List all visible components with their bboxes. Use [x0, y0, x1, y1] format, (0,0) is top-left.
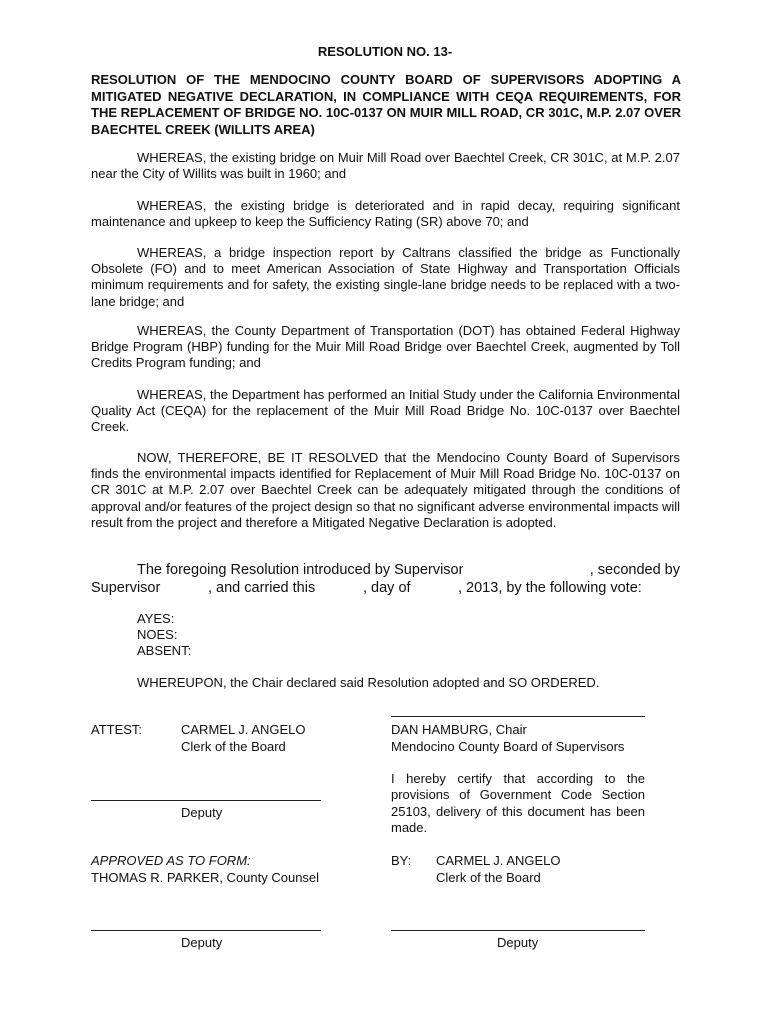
by-label: BY: — [391, 853, 412, 868]
counsel-deputy-label: Deputy — [181, 935, 223, 950]
certification-text: I hereby certify that according to the provisions of Government Code Section 25103, delivery of this document has been made. — [391, 771, 645, 836]
whereupon-statement: WHEREUPON, the Chair declared said Resolution adopted and SO ORDERED. — [137, 675, 600, 690]
approved-as-to-form: APPROVED AS TO FORM: — [91, 853, 251, 868]
whereas-text: WHEREAS, the Department has performed an Initial Study under the California Environmental Quality Act (CEQA) for the replacement of the Muir Mill Road Bridge No. 10C-0137 over Baechtel Creek. — [91, 387, 680, 435]
whereas-paragraph — [91, 245, 680, 310]
chair-signature-line — [391, 716, 645, 717]
chair-name: DAN HAMBURG, Chair — [391, 722, 527, 737]
deputy-signature-line — [91, 800, 321, 801]
clerk-deputy-signature-line — [391, 930, 645, 931]
clerk-deputy-label: Deputy — [497, 935, 539, 950]
foregoing-vote-statement — [91, 561, 680, 597]
by-clerk-name: CARMEL J. ANGELO — [436, 853, 561, 868]
whereas-text: WHEREAS, the existing bridge on Muir Mill Road over Baechtel Creek, CR 301C, at M.P. 2.07 near the City of Willits was built in 1960; and — [91, 150, 680, 182]
foregoing-part3: Supervisor — [91, 580, 161, 596]
whereas-text: WHEREAS, the existing bridge is deteriorated and in rapid decay, requiring significant maintenance and upkeep to keep the Sufficiency Rating (SR) above 70; and — [91, 198, 680, 230]
vote-tally — [137, 611, 191, 660]
clerk-name: CARMEL J. ANGELO — [181, 722, 306, 737]
deputy-label: Deputy — [181, 805, 223, 820]
foregoing-part1: The foregoing Resolution introduced by Supervisor — [137, 562, 464, 578]
counsel-deputy-signature-line — [91, 930, 321, 931]
whereas-paragraph — [91, 323, 680, 372]
absent-label: ABSENT: — [137, 643, 192, 659]
foregoing-part5: , day of — [363, 580, 411, 596]
foregoing-part4: , and carried this — [208, 580, 316, 596]
foregoing-part2: , seconded by — [589, 562, 680, 578]
whereas-text: WHEREAS, a bridge inspection report by Caltrans classified the bridge as Functionally Obsolete (FO) and to meet American Association of State Highway and Transportation Officials minimum requirements and for safety, the existing single-lane bridge needs to be replaced with a two-lane bridge; and — [91, 245, 680, 309]
noes-label: NOES: — [137, 627, 178, 643]
ayes-label: AYES: — [137, 611, 175, 626]
foregoing-part6: , 2013, by the following vote: — [458, 580, 642, 596]
clerk-title: Clerk of the Board — [181, 739, 286, 754]
chair-title: Mendocino County Board of Supervisors — [391, 739, 625, 754]
resolution-title: RESOLUTION OF THE MENDOCINO COUNTY BOARD OF SUPERVISORS ADOPTING A MITIGATED NEGATIVE DECLARATION, IN COMPLIANCE WITH CEQA REQUIREMENTS, FOR THE REPLACEMENT OF BRIDGE NO. 10C-0137 ON MUIR MILL ROAD, CR 301C, M.P. 2.07 OVER BAECHTEL CREEK (WILLITS AREA) — [91, 72, 681, 137]
whereas-paragraph — [91, 198, 680, 230]
attest-label: ATTEST: — [91, 722, 143, 737]
whereas-paragraph — [91, 387, 680, 436]
by-clerk-title: Clerk of the Board — [436, 870, 541, 885]
resolution-number: RESOLUTION NO. 13- — [317, 44, 453, 59]
county-counsel: THOMAS R. PARKER, County Counsel — [91, 870, 320, 885]
resolved-text: NOW, THEREFORE, BE IT RESOLVED that the Mendocino County Board of Supervisors finds the environmental impacts identified for Replacement of Muir Mill Road Bridge No. 10C-0137 on CR 301C at M.P. 2.07 over Baechtel Creek can be adequately mitigated through the conditions of approval and/or features of the project design so that no significant adverse environmental impacts will result from the project and therefore a Mitigated Negative Declaration is adopted. — [91, 450, 680, 530]
resolved-paragraph — [91, 450, 680, 531]
whereas-paragraph — [91, 150, 680, 182]
whereas-text: WHEREAS, the County Department of Transportation (DOT) has obtained Federal Highway Bridge Program (HBP) funding for the Muir Mill Road Bridge over Baechtel Creek, augmented by Toll Credits Program funding; and — [91, 323, 680, 371]
